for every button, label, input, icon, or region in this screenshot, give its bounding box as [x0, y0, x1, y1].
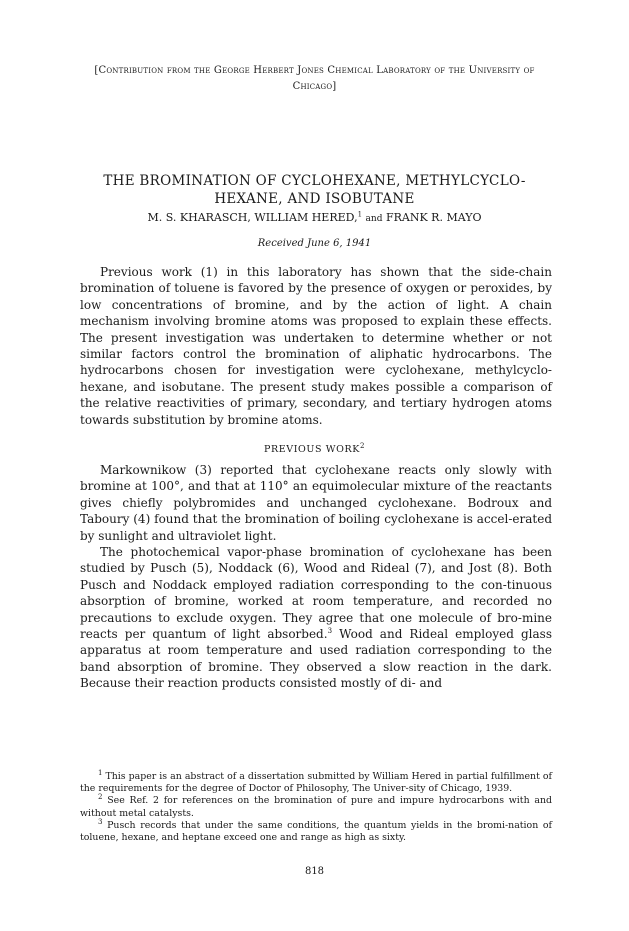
intro-paragraph: Previous work (1) in this laboratory has shown that the side-chain bromination of toluene is favored by the presence of oxygen or peroxides, by low concentrations of bromine, and by the action of light. A chain mechanism involving bromine atoms was proposed to explain these effects. The present investigation was undertaken to determine whether or not similar factors control the bromination of aliphatic hydrocarbons. The hydrocarbons chosen for investigation were cyclohexane, methylcyclo-hexane, and isobutane. The present study makes possible a comparison of the relative reactivities of primary, secondary, and tertiary hydrogen atoms towards substitution by bromine atoms. [80, 265, 552, 427]
footnote-text: Pusch records that under the same conditions, the quantum yields in the bromi-nation of toluene, hexane, and heptane exceed one and range as high as sixty. [80, 819, 552, 844]
page-number: 818 [304, 866, 325, 877]
footnote [80, 768, 553, 795]
footnote-mark: 1 [98, 768, 103, 777]
previous-work-section [80, 462, 552, 692]
paragraph-2-part-b: Wood and Rideal employed glass apparatus at room temperature and used radiation corresponding to the band absorption of bromine. They observed a slow reaction in the dark. Because their reaction products consisted mostly of di- and [80, 627, 552, 691]
paragraph-2-part-a: The photochemical vapor-phase bromination of cyclohexane has been studied by Pusch (5), Noddack (6), Wood and Rideal (7), and Jost (8). Both Pusch and Noddack employed radiation corresponding to the con-tinuous absorption of bromine, worked at room temperature, and recorded no precautions to exclude oxygen. They agree that one molecule of bro-mine reacts per quantum of light absorbed. [80, 545, 552, 642]
received-date: Received June 6, 1941 [257, 238, 372, 249]
section-footnote-mark: 2 [359, 441, 366, 450]
footnote-mark: 3 [98, 817, 103, 826]
footnotes [80, 768, 553, 844]
article-title: THE BROMINATION OF CYCLOHEXANE, METHYLCYCLO-HEXANE, AND ISOBUTANE [103, 173, 526, 207]
previous-work-paragraph-1: Markownikow (3) reported that cyclohexane reacts only slowly with bromine at 100°, and that at 110° an equimolecular mixture of the reactants gives chiefly polybromides and unchanged cyclohexane. Bodroux and Taboury (4) found that the bromination of boiling cyclohexane is accel-erated by sunlight and ultraviolet light. [80, 463, 552, 543]
footnote-text: This paper is an abstract of a dissertation submitted by William Hered in partial fulfillment of the requirements for the degree of Doctor of Philosophy, The Univer-sity of Chicago, 1939. [80, 771, 553, 795]
author-footnote-mark: 1 [357, 210, 363, 219]
footnote [80, 795, 552, 819]
section-heading [80, 443, 549, 457]
section-heading-text: PREVIOUS WORK [263, 444, 360, 455]
authors-last: FRANK R. MAYO [385, 211, 482, 224]
intro-section [80, 264, 552, 428]
footnote-text: See Ref. 2 for references on the bromination of pure and impure hydrocarbons with and without metal catalysts. [80, 795, 553, 819]
footnote [80, 817, 552, 844]
author-line [80, 211, 549, 226]
footnote-mark: 2 [98, 793, 103, 802]
contribution-header: [Contribution from the George Herbert Jones Chemical Laboratory of the University of Chicago] [94, 65, 535, 92]
paragraph-2-footnote-mark: 3 [327, 627, 333, 636]
authors-and: and [365, 214, 383, 224]
authors-first: M. S. KHARASCH, WILLIAM HERED, [147, 211, 358, 224]
previous-work-paragraph-2 [80, 544, 552, 692]
